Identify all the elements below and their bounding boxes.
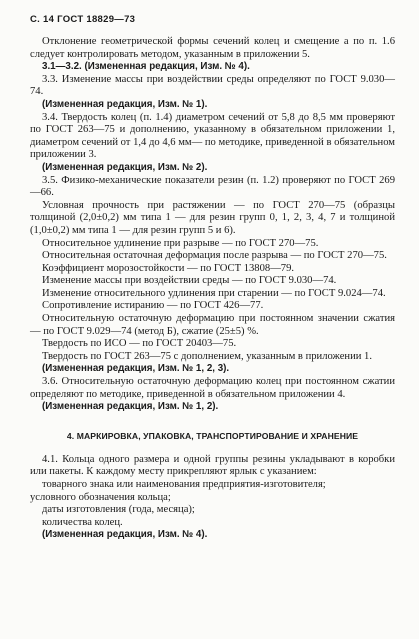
paragraph-frost-coefficient: Коэффициент морозостойкости — по ГОСТ 13808—79. [42, 262, 295, 274]
list-item: количества колец. [42, 516, 123, 528]
paragraph-elongation: Относительное удлинение при разрыве — по ГОСТ 270—75. [42, 237, 319, 249]
amendment-note: (Измененная редакция, Изм. № 2). [42, 161, 208, 173]
paragraph-aging-elongation: Изменение относительного удлинения при старении — по ГОСТ 9.024—74. [42, 287, 386, 299]
paragraph-hardness: Твердость по ГОСТ 263—75 с дополнением, указанным в приложении 1. [42, 350, 373, 362]
section-heading: 4. МАРКИРОВКА, УПАКОВКА, ТРАНСПОРТИРОВАНИЕ И ХРАНЕНИЕ [66, 430, 359, 441]
paragraph-3-6: 3.6. Относительную остаточную деформацию колец при постоянном сжатии определяют по методике, приведенной в обязательном приложении 4. [30, 376, 395, 400]
amendment-note: (Измененная редакция, Изм. № 4). [42, 529, 208, 541]
amendment-note: 3.1—3.2. (Измененная редакция, Изм. № 4). [42, 61, 250, 73]
list-item: даты изготовления (года, месяца); [42, 504, 195, 516]
paragraph-3-4: 3.4. Твердость колец (п. 1.4) диаметром сечений от 5,8 до 8,5 мм проверяют по ГОСТ 263—75 и дополнению, указанному в обязательном приложении 1, диаметром сечений от 1,4 до 4,6 мм— по методике, приведенной в обязательном приложении 3. [30, 111, 395, 161]
page-header: С. 14 ГОСТ 18829—73 [30, 14, 136, 25]
paragraph-compression-set: Относительную остаточную деформацию при постоянном значении сжатия — по ГОСТ 9.029—74 (метод Б), сжатие (25±5) %. [30, 313, 395, 337]
paragraph-residual-deformation: Относительная остаточная деформация после разрыва — по ГОСТ 270—75. [42, 250, 387, 262]
paragraph-3-5: 3.5. Физико-механические показатели резин (п. 1.2) проверяют по ГОСТ 269—66. [30, 174, 395, 199]
paragraph-shape-deviation: Отклонение геометрической формы сечений колец и смещение а по п. 1.6 следует контролировать методом, указанным в приложении 5. [30, 36, 395, 60]
amendment-note: (Измененная редакция, Изм. № 1, 2, 3). [42, 363, 230, 375]
paragraph-3-3: 3.3. Изменение массы при воздействии среды определяют по ГОСТ 9.030—74. [30, 73, 395, 98]
amendment-note: (Измененная редакция, Изм. № 1). [42, 98, 208, 110]
list-item: условного обозначения кольца; [30, 491, 171, 503]
paragraph-iso-hardness: Твердость по ИСО — по ГОСТ 20403—75. [42, 338, 237, 350]
paragraph-4-1: 4.1. Кольца одного размера и одной группы резины укладывают в коробки или пакеты. К каждому месту прикрепляют ярлык с указанием: [30, 453, 395, 478]
paragraph-tensile-strength: Условная прочность при растяжении — по ГОСТ 270—75 (образцы толщиной (2,0±0,2) мм типа 1 — для резин групп 0, 1, 2, 3, 4, 7 и толщиной (1,0±0,2) мм типа 1 — для резин групп 5 и 6). [30, 199, 395, 236]
list-item: товарного знака или наименования предприятия-изготовителя; [42, 479, 326, 490]
amendment-note: (Измененная редакция, Изм. № 1, 2). [42, 401, 219, 413]
paragraph-abrasion: Сопротивление истиранию — по ГОСТ 426—77. [42, 300, 264, 312]
paragraph-mass-change: Изменение массы при воздействии среды — по ГОСТ 9.030—74. [42, 275, 337, 287]
